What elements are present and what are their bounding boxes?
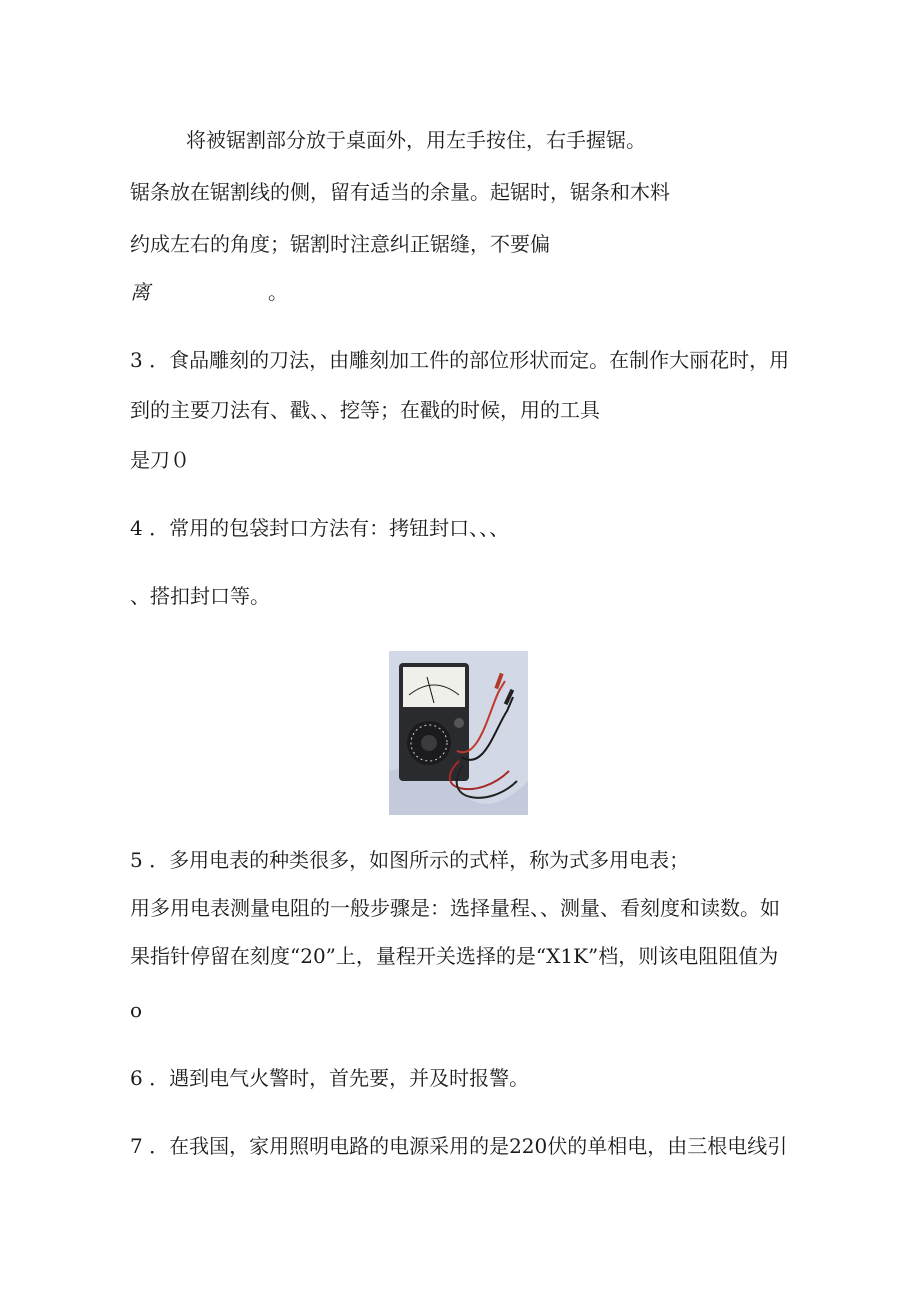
question-5-line: 果指针停留在刻度“20”上，量程开关选择的是“X1K”档，则该电阻阻值为 — [130, 944, 779, 968]
italic-word: 离 — [130, 280, 150, 304]
question-5-line: 用多用电表测量电阻的一般步骤是：选择量程、、测量、看刻度和读数。如 — [130, 896, 780, 920]
question-4-line: 4 ．常用的包袋封口方法有：拷钮封口、、、 — [130, 516, 510, 540]
question-5-line: 5 ．多用电表的种类很多，如图所示的式样，称为式多用电表； — [130, 848, 690, 872]
question-7-line: 7 ．在我国，家用照明电路的电源采用的是220伏的单相电，由三根电线引 — [130, 1134, 788, 1158]
sentence-end: 。 — [268, 280, 288, 304]
question-6-line: 6 ．遇到电气火警时，首先要，并及时报警。 — [130, 1066, 530, 1090]
question-3-line: 到的主要刀法有、戳、、挖等；在戳的时候，用的工具 — [130, 398, 600, 422]
question-3-line: 3 ．食品雕刻的刀法，由雕刻加工件的部位形状而定。在制作大丽花时，用 — [130, 348, 790, 372]
paragraph-line: 将被锯割部分放于桌面外，用左手按住，右手握锯。 — [186, 128, 646, 152]
question-5-line: o — [130, 998, 143, 1022]
question-3-line: 是刀０ — [130, 448, 190, 472]
multimeter-photo — [389, 651, 528, 815]
paragraph-line: 锯条放在锯割线的侧，留有适当的余量。起锯时，锯条和木料 — [130, 180, 670, 204]
paragraph-line — [130, 278, 288, 306]
question-4-line: 、搭扣封口等。 — [130, 584, 270, 608]
paragraph-line: 约成左右的角度；锯割时注意纠正锯缝，不要偏 — [130, 232, 550, 256]
